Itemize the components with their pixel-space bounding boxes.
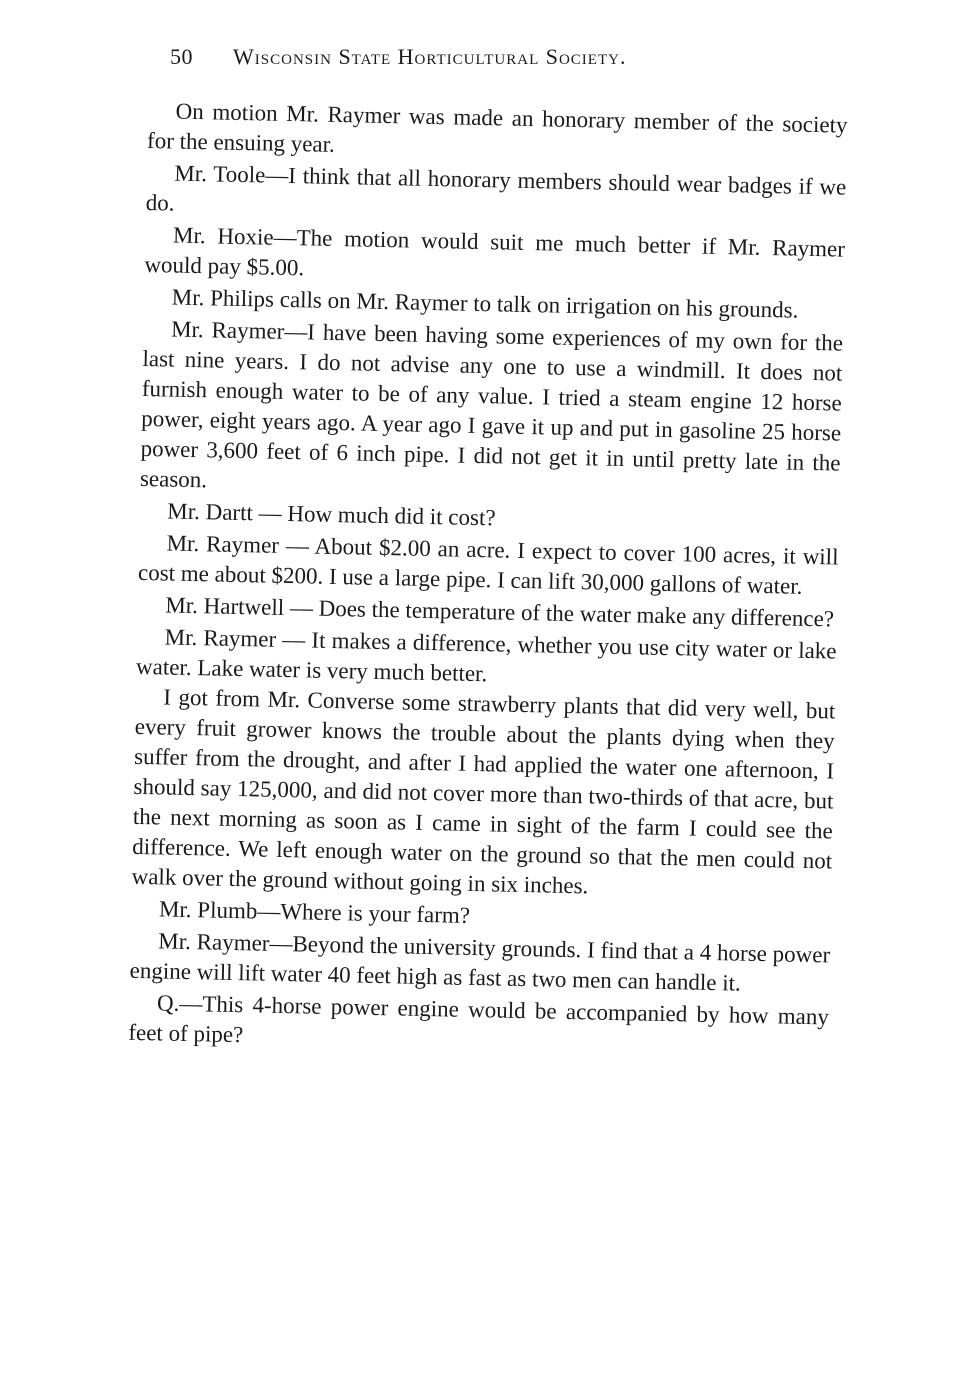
paragraph-raymer-farm: Mr. Raymer—Beyond the university grounds. I find that a 4 horse power engine will lift water 40 feet high as fast as two men can handle it. [129,928,831,996]
page-number: 50 [170,44,193,69]
paragraph-toole: Mr. Toole—I think that all honorary members should wear badges if we do. [145,160,847,216]
paragraph-raymer-experiences: Mr. Raymer—I have been having some experiences of my own for the last nine years. I do not advise any one to use a windmill. It does not furnish enough water to be of any value. I tried a steam engine 12 horse power, eight years ago. A year ago I gave it up and put in gasoline 25 horse power 3,600 feet of 6 inch pipe. I did not get it in until pretty late in the season. [139,316,844,493]
running-title: Wisconsin State Horticultural Society. [233,44,627,69]
paragraph-raymer-cost: Mr. Raymer — About $2.00 an acre. I expect to cover 100 acres, it will cost me about $200. I use a large pipe. I can lift 30,000 gallons of water. [137,530,839,599]
paragraph-hoxie: Mr. Hoxie—The motion would suit me much better if Mr. Raymer would pay $5.00. [144,222,846,281]
paragraph-question: Q.—This 4-horse power engine would be accompanied by how many feet of pipe? [128,990,830,1048]
page-header [170,44,790,70]
body-text [128,96,848,1064]
paragraph-raymer-water: Mr. Raymer — It makes a difference, whether you use city water or lake water. Lake water is very much better. [135,624,837,687]
paragraph-dartt: Mr. Dartt — How much did it cost? [167,498,496,531]
paragraph-hartwell: Mr. Hartwell — Does the temperature of the water make any difference? [165,592,835,632]
paragraph-plumb: Mr. Plumb—Where is your farm? [158,896,471,928]
paragraph-strawberry: I got from Mr. Converse some strawberry plants that did very well, but every fruit grower knows the trouble about the plants dying when they suffer from the drought, and after I had applied the water one afternoon, I should say 125,000, and did not cover more than two-thirds of that acre, but the next morning as soon as I came in sight of the farm I could see the difference. We left enough water on the ground so that the men could not walk over the ground without going in six inches. [131,684,836,899]
paragraph-philips: Mr. Philips calls on Mr. Raymer to talk on irrigation on his grounds. [171,284,799,323]
paragraph-honorary-member: On motion Mr. Raymer was made an honorary member of the society for the ensuing year. [146,98,848,157]
